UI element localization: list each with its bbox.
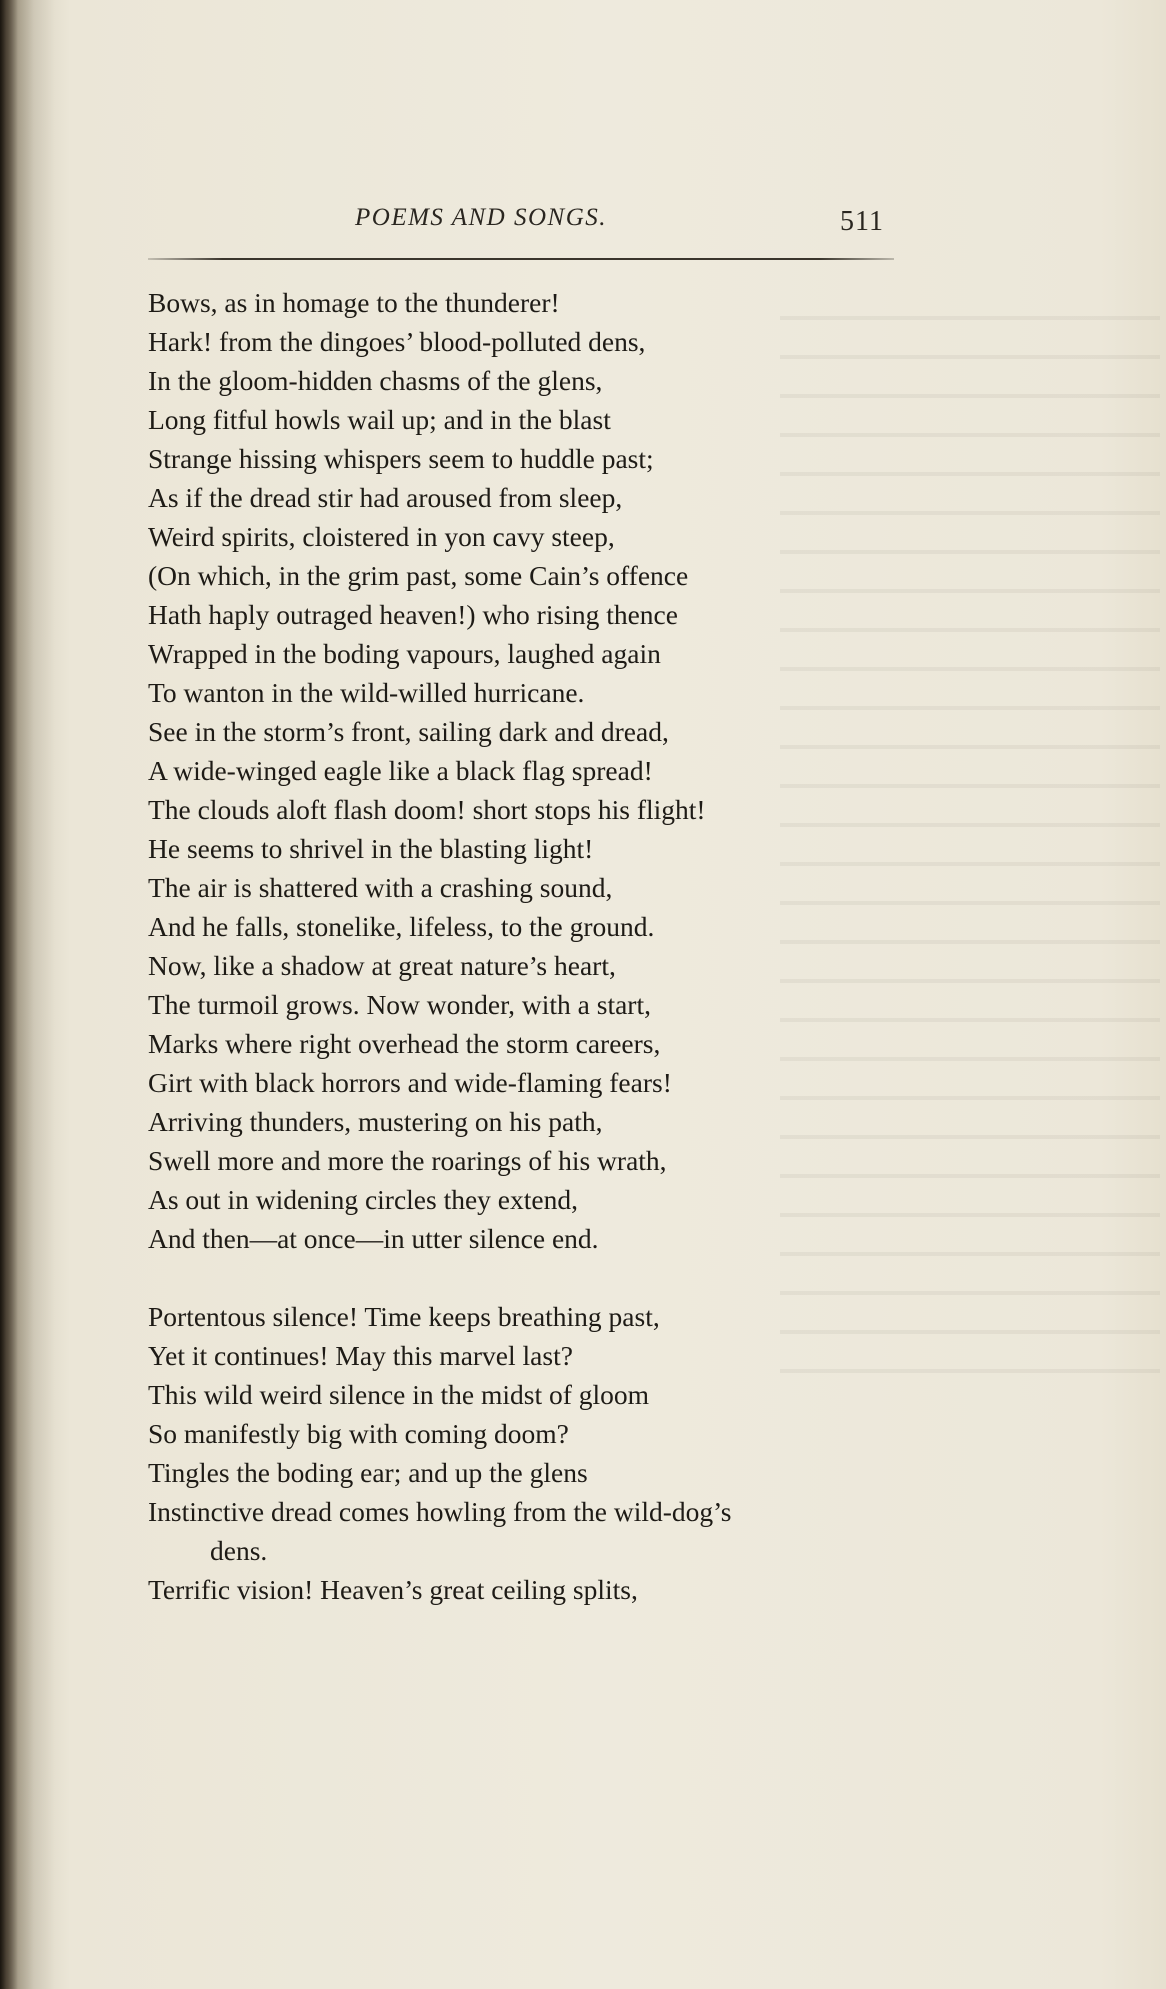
poem-text [148, 283, 908, 1609]
poem-line: Now, like a shadow at great nature’s heart, [148, 950, 616, 981]
poem-line: See in the storm’s front, sailing dark and dread, [148, 716, 669, 747]
poem-line-continuation: dens. [210, 1535, 268, 1566]
poem-line: Instinctive dread comes howling from the wild-dog’s [148, 1496, 732, 1527]
poem-line: A wide-winged eagle like a black flag spread! [148, 755, 653, 786]
poem-line: The clouds aloft flash doom! short stops his flight! [148, 794, 706, 825]
poem-line: Strange hissing whispers seem to huddle past; [148, 443, 654, 474]
page-number: 511 [840, 206, 884, 237]
poem-line: He seems to shrivel in the blasting light! [148, 833, 594, 864]
poem-line: Arriving thunders, mustering on his path, [148, 1106, 603, 1137]
poem-line: In the gloom-hidden chasms of the glens, [148, 365, 603, 396]
stanza-break [148, 1258, 908, 1297]
poem-line: And he falls, stonelike, lifeless, to the ground. [148, 911, 655, 942]
poem-line: Yet it continues! May this marvel last? [148, 1340, 573, 1371]
poem-line: This wild weird silence in the midst of gloom [148, 1379, 650, 1410]
poem-line: Tingles the boding ear; and up the glens [148, 1457, 588, 1488]
poem-line: To wanton in the wild-willed hurricane. [148, 677, 585, 708]
poem-line: Girt with black horrors and wide-flaming fears! [148, 1067, 672, 1098]
poem-line: And then—at once—in utter silence end. [148, 1223, 599, 1254]
poem-line: (On which, in the grim past, some Cain’s offence [148, 560, 689, 591]
poem-line: Bows, as in homage to the thunderer! [148, 287, 560, 318]
poem-line: Marks where right overhead the storm careers, [148, 1028, 661, 1059]
poem-line: So manifestly big with coming doom? [148, 1418, 569, 1449]
header-rule [148, 258, 894, 260]
poem-line: Long fitful howls wail up; and in the blast [148, 404, 611, 435]
running-title: POEMS AND SONGS. [355, 204, 608, 231]
poem-line: Hath haply outraged heaven!) who rising thence [148, 599, 678, 630]
poem-line: Terrific vision! Heaven’s great ceiling splits, [148, 1574, 638, 1605]
poem-line: As out in widening circles they extend, [148, 1184, 578, 1215]
stanza-1 [148, 283, 908, 1258]
poem-line: Weird spirits, cloistered in yon cavy steep, [148, 521, 615, 552]
poem-line: Wrapped in the boding vapours, laughed again [148, 638, 661, 669]
poem-line: The turmoil grows. Now wonder, with a start, [148, 989, 651, 1020]
binding-shadow [0, 0, 60, 1989]
stanza-2 [148, 1297, 908, 1609]
running-head [150, 200, 900, 250]
poem-line: As if the dread stir had aroused from sleep, [148, 482, 623, 513]
poem-line: The air is shattered with a crashing sound, [148, 872, 613, 903]
poem-line: Hark! from the dingoes’ blood-polluted dens, [148, 326, 646, 357]
poem-line: Swell more and more the roarings of his wrath, [148, 1145, 667, 1176]
poem-line: Portentous silence! Time keeps breathing past, [148, 1301, 660, 1332]
